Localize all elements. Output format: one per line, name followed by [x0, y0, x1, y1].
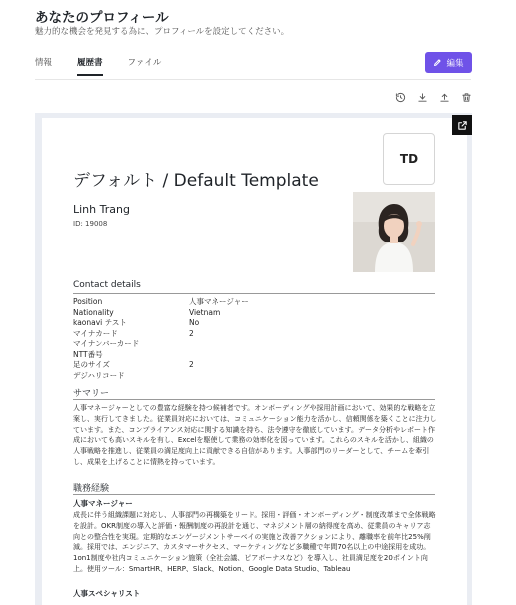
- detail-row: [73, 339, 435, 350]
- detail-row: [73, 318, 435, 329]
- career-heading: 職務経験: [73, 484, 110, 494]
- detail-row: [73, 360, 435, 371]
- tabs-divider: [35, 79, 471, 80]
- job-title: 人事マネージャー: [73, 499, 133, 508]
- detail-label: 足のサイズ: [73, 360, 110, 369]
- tab-resume[interactable]: 履歴書: [77, 56, 103, 76]
- job-title: 人事スペシャリスト: [73, 589, 141, 598]
- summary-heading: サマリー: [73, 389, 110, 399]
- candidate-name: Linh Trang: [73, 203, 130, 216]
- detail-label: NTT番号: [73, 349, 103, 359]
- profile-photo: [353, 192, 435, 272]
- contact-details: [73, 297, 435, 381]
- detail-label: マイナカード: [73, 328, 118, 338]
- page-title: あなたのプロフィール: [35, 10, 169, 26]
- detail-label: Position: [73, 297, 103, 306]
- initials-badge: TD: [383, 133, 435, 185]
- detail-value: Vietnam: [189, 307, 221, 317]
- detail-row: [73, 329, 435, 340]
- delete-button[interactable]: [459, 90, 473, 104]
- detail-row: [73, 308, 435, 319]
- career-divider: [73, 494, 435, 495]
- upload-button[interactable]: [437, 90, 451, 104]
- tab-info[interactable]: 情報: [35, 58, 53, 68]
- candidate-id: ID: 19008: [73, 220, 108, 228]
- detail-value: [189, 350, 435, 361]
- detail-row: [73, 371, 435, 382]
- edit-button[interactable]: [425, 52, 472, 73]
- trash-icon: [461, 92, 472, 103]
- template-title: デフォルト / Default Template: [73, 171, 319, 191]
- external-link-icon: [457, 120, 468, 131]
- detail-label: マイナンバーカード: [73, 339, 140, 348]
- tab-files[interactable]: ファイル: [127, 58, 162, 68]
- detail-value: 2: [189, 360, 194, 369]
- history-icon: [395, 92, 406, 103]
- open-external-button[interactable]: [452, 115, 472, 135]
- detail-value: 2: [189, 328, 194, 338]
- job-description: 成長に伴う組織課題に対応し、人事部門の再構築をリード。採用・評価・オンボーディング・制度改革まで全体戦略を設計。OKR制度の導入と評価・報酬制度の再設計を通じ、マネジメント層の納得度を高め、従業員のキャリア志向との整合性を実現。定期的なエンゲージメントサーベイの実施と改善アクションにより、離職率を前年比25%削減。採用では、エンジニア、カスタマーサクセス、マーケティングなど多職種で年間70名以上の中途採用を成功。1on1制度や社内コミュニケーション施策（全社会議、ピアボーナスなど）を導入し、社員満足度を20ポイント向上。使用ツール：SmartHR、HERP、Slack、Notion、Google Data Studio、Tableau: [73, 511, 436, 573]
- history-button[interactable]: [393, 90, 407, 104]
- detail-value: [189, 371, 435, 382]
- detail-label: デジハリコード: [73, 370, 125, 380]
- contact-divider: [73, 293, 435, 294]
- contact-heading: Contact details: [73, 280, 141, 290]
- download-button[interactable]: [415, 90, 429, 104]
- pencil-icon: [433, 58, 442, 67]
- page-subtitle: 魅力的な機会を発見する為に、プロフィールを設定してください。: [35, 27, 290, 37]
- detail-row: [73, 297, 435, 308]
- job-description: [73, 600, 437, 605]
- resume-actions: [393, 90, 481, 104]
- summary-text: 人事マネージャーとしての豊富な経験を持つ候補者です。オンボーディングや採用計画において、効果的な戦略を立案し、実行してきました。従業員対応においては、コミュニケーション能力を活かし、信頼関係を築くことに注力しています。また、コンプライアンス対応に関する知識を持ち、法令遵守を徹底しています。データ分析やレポート作成においても高いスキルを有し、Excelを駆使して業務の効率化を図っています。これらのスキルを活かし、組織の人事戦略を推進し、従業員の満足度向上に貢献できる自信があります。人事部門のリーダーとして、チームを牽引し、成果を上げることに情熱を持っています。: [73, 404, 437, 466]
- detail-value: 人事マネージャー: [189, 297, 249, 306]
- profile-tabs: [35, 56, 186, 76]
- detail-label: Nationality: [73, 307, 114, 317]
- detail-value: No: [189, 318, 200, 327]
- detail-label: kaonavi テスト: [73, 318, 127, 327]
- summary-divider: [73, 399, 435, 400]
- download-icon: [417, 92, 428, 103]
- upload-icon: [439, 92, 450, 103]
- detail-row: [73, 350, 435, 361]
- edit-button-label: 編集: [446, 58, 464, 69]
- detail-value: [189, 339, 435, 350]
